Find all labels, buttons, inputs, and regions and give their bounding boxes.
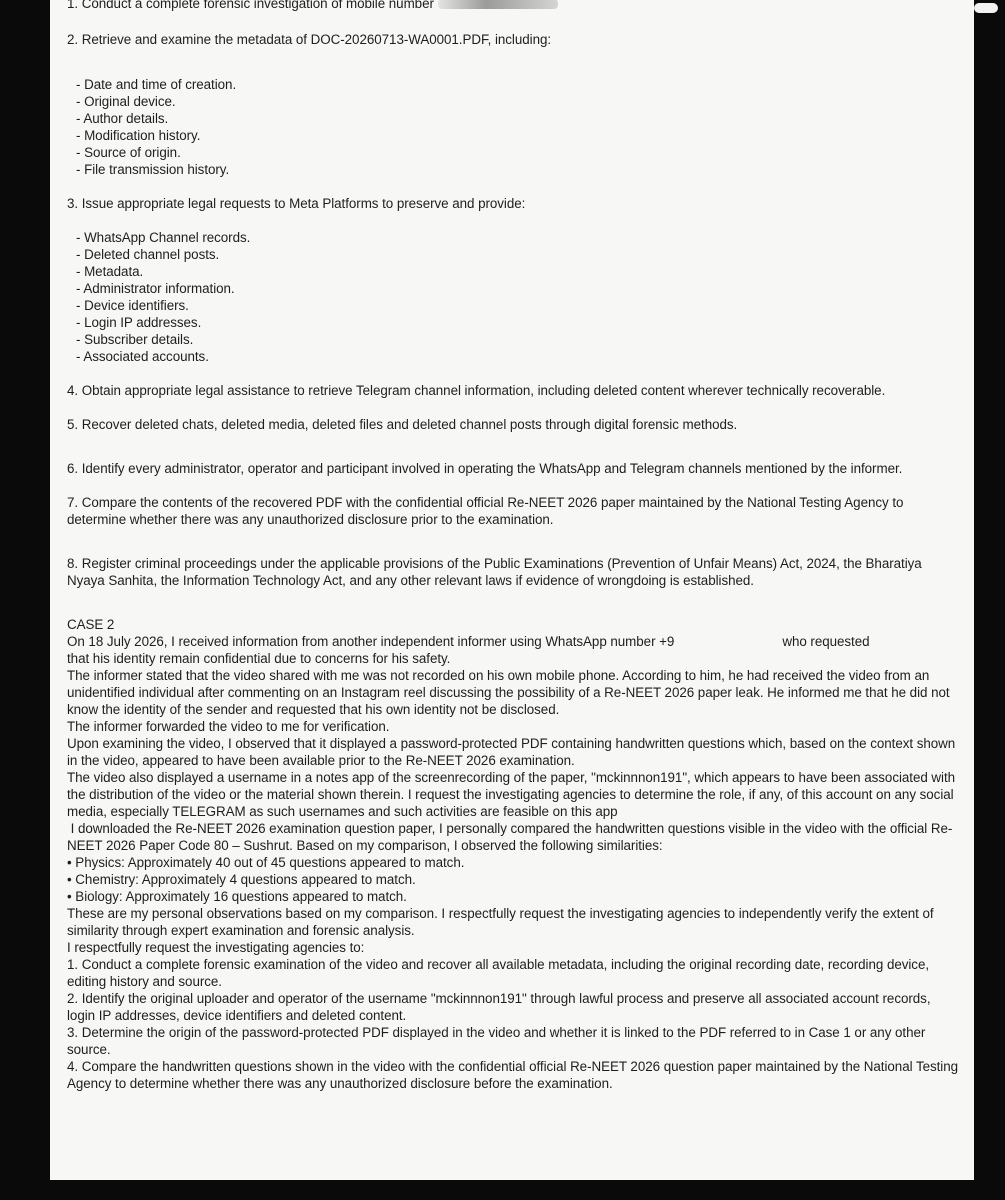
sublist-item: - Administrator information. [76, 281, 235, 296]
sublist-item: - Original device. [76, 94, 176, 109]
request-item: 1. Conduct a complete forensic examination of the video and recover all available metadata, including the original recording date, recording device, editing history and source. [67, 957, 930, 989]
item-8: 8. Register criminal proceedings under the applicable provisions of the Public Examinations (Prevention of Unfair Means) Act, 2024, the Bharatiya Nyaya Sanhita, the Information Technology Act, and any other relevant laws if evidence of wrongdoing is established. [67, 556, 922, 588]
sublist-item: - Author details. [76, 111, 169, 126]
request-item: 4. Compare the handwritten questions shown in the video with the confidential official Re-NEET 2026 question paper maintained by the National Testing Agency to determine whether there was any unauthorized disclosure before the examination. [67, 1059, 959, 1091]
item-2-sublist [67, 76, 962, 178]
sublist-item: - WhatsApp Channel records. [76, 230, 251, 245]
scroll-indicator[interactable] [974, 3, 998, 13]
sublist-item: - Associated accounts. [76, 349, 209, 364]
item-3: 3. Issue appropriate legal requests to Meta Platforms to preserve and provide: [67, 196, 526, 211]
case-2-para-informer [67, 633, 962, 667]
case-2-para: I respectfully request the investigating agencies to: [67, 940, 365, 955]
sublist-item: - Subscriber details. [76, 332, 194, 347]
document-body [67, 0, 962, 1092]
case-2-para: These are my personal observations based on my comparison. I respectfully request the investigating agencies to independently verify the extent of similarity through expert examination and forensic analysis. [67, 906, 934, 938]
request-item: 3. Determine the origin of the password-protected PDF displayed in the video and whether it is linked to the PDF referred to in Case 1 or any other source. [67, 1025, 926, 1057]
similarity-bullet: • Biology: Approximately 16 questions appeared to match. [67, 889, 407, 904]
para-part: that his identity remain confidential due to concerns for his safety. [67, 651, 451, 666]
item-4: 4. Obtain appropriate legal assistance to retrieve Telegram channel information, including deleted content wherever technically recoverable. [67, 383, 886, 398]
para-part: On 18 July 2026, I received information from another independent informer using WhatsApp number +9 [67, 634, 675, 649]
sublist-item: - Modification history. [76, 128, 201, 143]
item-2: 2. Retrieve and examine the metadata of DOC-20260713-WA0001.PDF, including: [67, 32, 552, 47]
case-2-section [67, 616, 962, 1092]
sublist-item: - Metadata. [76, 264, 144, 279]
case-2-para: I downloaded the Re-NEET 2026 examination question paper, I personally compared the handwritten questions visible in the video with the official Re-NEET 2026 Paper Code 80 – Sushrut. Based on my comparison, I observed the following similarities: [67, 821, 953, 853]
sublist-item: - Source of origin. [76, 145, 181, 160]
item-3-sublist [67, 229, 962, 365]
sublist-item: - Login IP addresses. [76, 315, 202, 330]
case-2-para: The informer forwarded the video to me for verification. [67, 719, 390, 734]
item-1-text: 1. Conduct a complete forensic investigation of mobile number [67, 0, 434, 11]
document-page [50, 0, 974, 1180]
case-2-para: The video also displayed a username in a notes app of the screenrecording of the paper, "mckinnnon191", which appears to have been associated with the distribution of the video or the material shown therein. I request the investigating agencies to determine the role, if any, of this account on any social media, especially TELEGRAM as such usernames and such activities are feasible on this app [67, 770, 956, 819]
sublist-item: - Deleted channel posts. [76, 247, 220, 262]
request-item: 2. Identify the original uploader and operator of the username "mckinnnon191" through lawful process and preserve all associated account records, login IP addresses, device identifiers and deleted content. [67, 991, 931, 1023]
sublist-item: - File transmission history. [76, 162, 230, 177]
sublist-item: - Date and time of creation. [76, 77, 237, 92]
redacted-number [438, 0, 558, 9]
case-2-para: Upon examining the video, I observed that it displayed a password-protected PDF containing handwritten questions which, based on the context shown in the video, appeared to have been available prior to the Re-NEET 2026 examination. [67, 736, 956, 768]
similarity-bullet: • Physics: Approximately 40 out of 45 questions appeared to match. [67, 855, 465, 870]
sublist-item: - Device identifiers. [76, 298, 189, 313]
item-6: 6. Identify every administrator, operator and participant involved in operating the WhatsApp and Telegram channels mentioned by the informer. [67, 461, 903, 476]
para-part: who requested [782, 634, 870, 649]
item-1 [67, 0, 962, 12]
item-5: 5. Recover deleted chats, deleted media, deleted files and deleted channel posts through digital forensic methods. [67, 417, 738, 432]
similarity-bullet: • Chemistry: Approximately 4 questions appeared to match. [67, 872, 416, 887]
case-2-heading: CASE 2 [67, 617, 115, 632]
case-2-para: The informer stated that the video shared with me was not recorded on his own mobile phone. According to him, he had received the video from an unidentified individual after commenting on an Instagram reel discussing the possibility of a Re-NEET 2026 paper leak. He informed me that he did not know the identity of the sender and requested that his own identity not be disclosed. [67, 668, 950, 717]
item-7: 7. Compare the contents of the recovered PDF with the confidential official Re-NEET 2026 paper maintained by the National Testing Agency to determine whether there was any unauthorized disclosure prior to the examination. [67, 495, 904, 527]
